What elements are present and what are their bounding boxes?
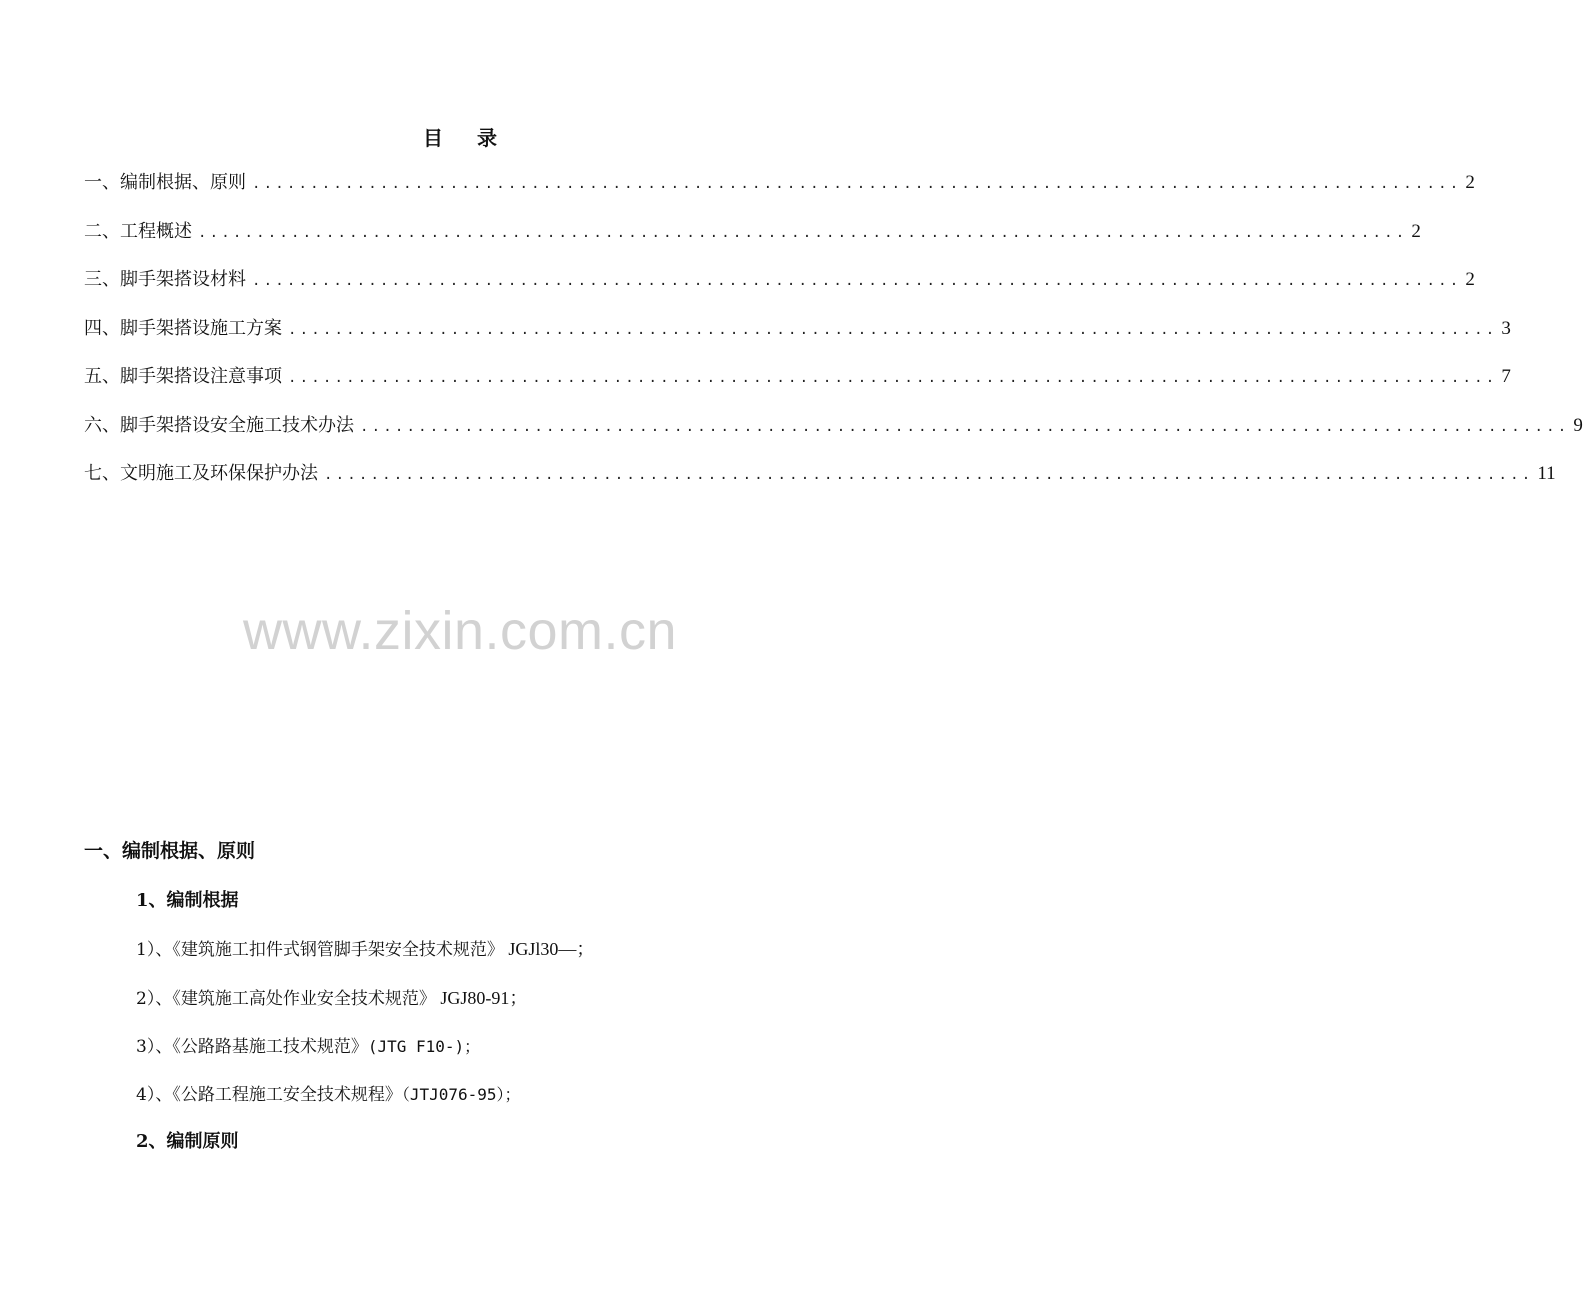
reference-item [136, 1080, 521, 1105]
reference-code: (JTG F10-)； [367, 1037, 481, 1056]
toc-leader-dots: ........................................................................................................ [252, 176, 1462, 192]
toc-entry-page: 11 [1537, 463, 1556, 484]
toc-title-left: 目 [423, 126, 443, 150]
reference-code: JGJl30—； [503, 939, 595, 959]
reference-item [136, 1032, 480, 1057]
toc-entry-page: 2 [1411, 220, 1421, 242]
toc-title-right: 录 [477, 126, 497, 150]
table-of-contents [84, 168, 1583, 508]
watermark: www.zixin.com.cn [242, 601, 678, 661]
reference-item [136, 984, 527, 1010]
toc-leader-dots: ........................................................................................................ [324, 467, 1534, 483]
toc-entry-page: 7 [1501, 366, 1511, 387]
toc-entry-label: 五、脚手架搭设注意事项 [84, 366, 282, 387]
toc-entry-page: 2 [1465, 172, 1475, 193]
toc-leader-dots: ........................................................................................................ [360, 418, 1570, 435]
toc-entry[interactable] [84, 459, 1556, 508]
toc-entry[interactable] [84, 217, 1421, 266]
toc-title [0, 122, 920, 151]
reference-code: （JTJ076-95）； [401, 1085, 521, 1104]
toc-entry-page: 3 [1501, 317, 1511, 339]
toc-entry[interactable] [84, 314, 1511, 363]
toc-entry-label: 二、工程概述 [84, 220, 192, 242]
toc-leader-dots: ........................................................................................................ [252, 273, 1462, 289]
toc-entry-page: 9 [1573, 414, 1583, 436]
toc-entry-label: 四、脚手架搭设施工方案 [84, 317, 282, 339]
toc-leader-dots: ........................................................................................................ [288, 321, 1498, 338]
toc-entry[interactable] [84, 362, 1511, 411]
reference-title: 3）、《公路路基施工技术规范》 [136, 1037, 368, 1057]
toc-entry-label: 七、文明施工及环保保护办法 [84, 463, 318, 484]
toc-entry-label: 一、编制根据、原则 [84, 172, 246, 193]
reference-item [136, 935, 594, 961]
section-heading: 一、编制根据、原则 [84, 840, 256, 862]
toc-entry-label: 六、脚手架搭设安全施工技术办法 [84, 414, 354, 436]
subsection-heading: 1、编制根据 [136, 890, 239, 911]
toc-entry-label: 三、脚手架搭设材料 [84, 269, 246, 290]
toc-entry[interactable] [84, 265, 1475, 314]
reference-title: 4）、《公路工程施工安全技术规程》 [136, 1085, 402, 1105]
toc-entry[interactable] [84, 168, 1475, 217]
subsection-heading: 2、编制原则 [136, 1131, 239, 1152]
toc-leader-dots: ........................................................................................................ [198, 224, 1408, 241]
toc-leader-dots: ........................................................................................................ [288, 370, 1498, 386]
toc-entry[interactable] [84, 411, 1583, 460]
reference-title: 1）、《建筑施工扣件式钢管脚手架安全技术规范》 [136, 940, 504, 960]
reference-title: 2）、《建筑施工高处作业安全技术规范》 [136, 989, 436, 1009]
toc-entry-page: 2 [1465, 269, 1475, 290]
reference-code: JGJ80-91； [435, 988, 528, 1008]
